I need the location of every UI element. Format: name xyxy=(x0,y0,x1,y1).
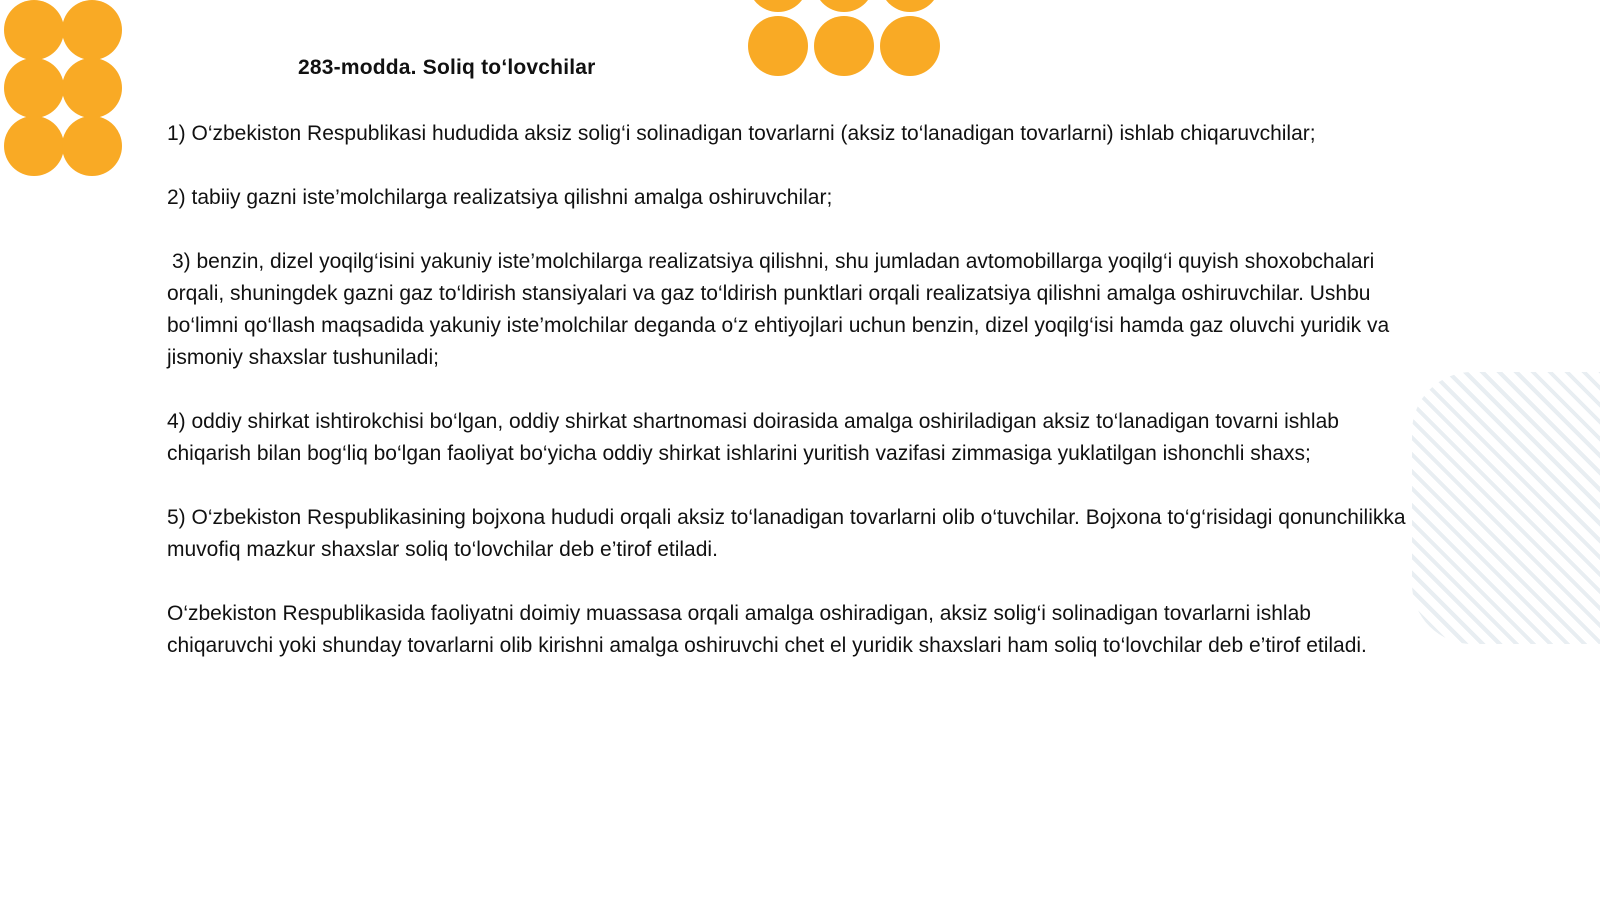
decor-dot xyxy=(814,16,874,76)
paragraph-2: 2) tabiiy gazni iste’molchilarga realizatsiya qilishni amalga oshiruvchilar; xyxy=(167,186,833,209)
slide-title: 283-modda. Soliq to‘lovchilar xyxy=(298,56,596,79)
decor-dot xyxy=(748,16,808,76)
paragraph-4: 4) oddiy shirkat ishtirokchisi bo‘lgan, oddiy shirkat shartnomasi doirasida amalga oshiriladigan aksiz to‘lanadigan tovarni ishlab chiqarish bilan bog‘liq bo‘lgan faoliyat bo‘yicha oddiy shirkat ishlarini yuritish vazifasi zimmasiga yuklatilgan ishonchli shaxs; xyxy=(167,410,1339,465)
paragraph-5: 5) O‘zbekiston Respublikasining bojxona hududi orqali aksiz to‘lanadigan tovarlarni olib o‘tuvchilar. Bojxona to‘g‘risidagi qonunchilikka muvofiq mazkur shaxslar soliq to‘lovchilar deb e’tirof etiladi. xyxy=(167,506,1406,561)
slide-content xyxy=(167,118,1407,694)
paragraph-3: 3) benzin, dizel yoqilg‘isini yakuniy iste’molchilarga realizatsiya qilishni, shu jumladan avtomobillarga yoqilg‘i quyish shoxobchalari orqali, shuningdek gazni gaz to‘ldirish stansiyalari va gaz to‘ldirish punktlari orqali realizatsiya qilishni amalga oshiruvchilar. Ushbu bo‘limni qo‘llash maqsadida yakuniy iste’molchilar deganda o‘z ehtiyojlari uchun benzin, dizel yoqilg‘isi hamda gaz oluvchi yuridik va jismoniy shaxslar tushuniladi; xyxy=(167,250,1390,369)
paragraph-6: O‘zbekiston Respublikasida faoliyatni doimiy muassasa orqali amalga oshiradigan, aksiz solig‘i solinadigan tovarlarni ishlab chiqaruvchi yoki shunday tovarlarni olib kirishni amalga oshiruvchi chet el yuridik shaxslari ham soliq to‘lovchilar deb e’tirof etiladi. xyxy=(167,602,1367,657)
decor-dot xyxy=(4,0,64,60)
decor-dot xyxy=(62,0,122,60)
decor-dot xyxy=(814,0,874,12)
decor-hatch-pattern xyxy=(1412,372,1600,644)
decor-dot xyxy=(748,0,808,12)
decor-dot xyxy=(880,16,940,76)
decor-dot xyxy=(62,58,122,118)
decor-dot xyxy=(880,0,940,12)
decor-dot xyxy=(62,116,122,176)
paragraph-1: 1) O‘zbekiston Respublikasi hududida aksiz solig‘i solinadigan tovarlarni (aksiz to‘lanadigan tovarlarni) ishlab chiqaruvchilar; xyxy=(167,122,1316,145)
decor-dot xyxy=(4,58,64,118)
decor-dot xyxy=(4,116,64,176)
